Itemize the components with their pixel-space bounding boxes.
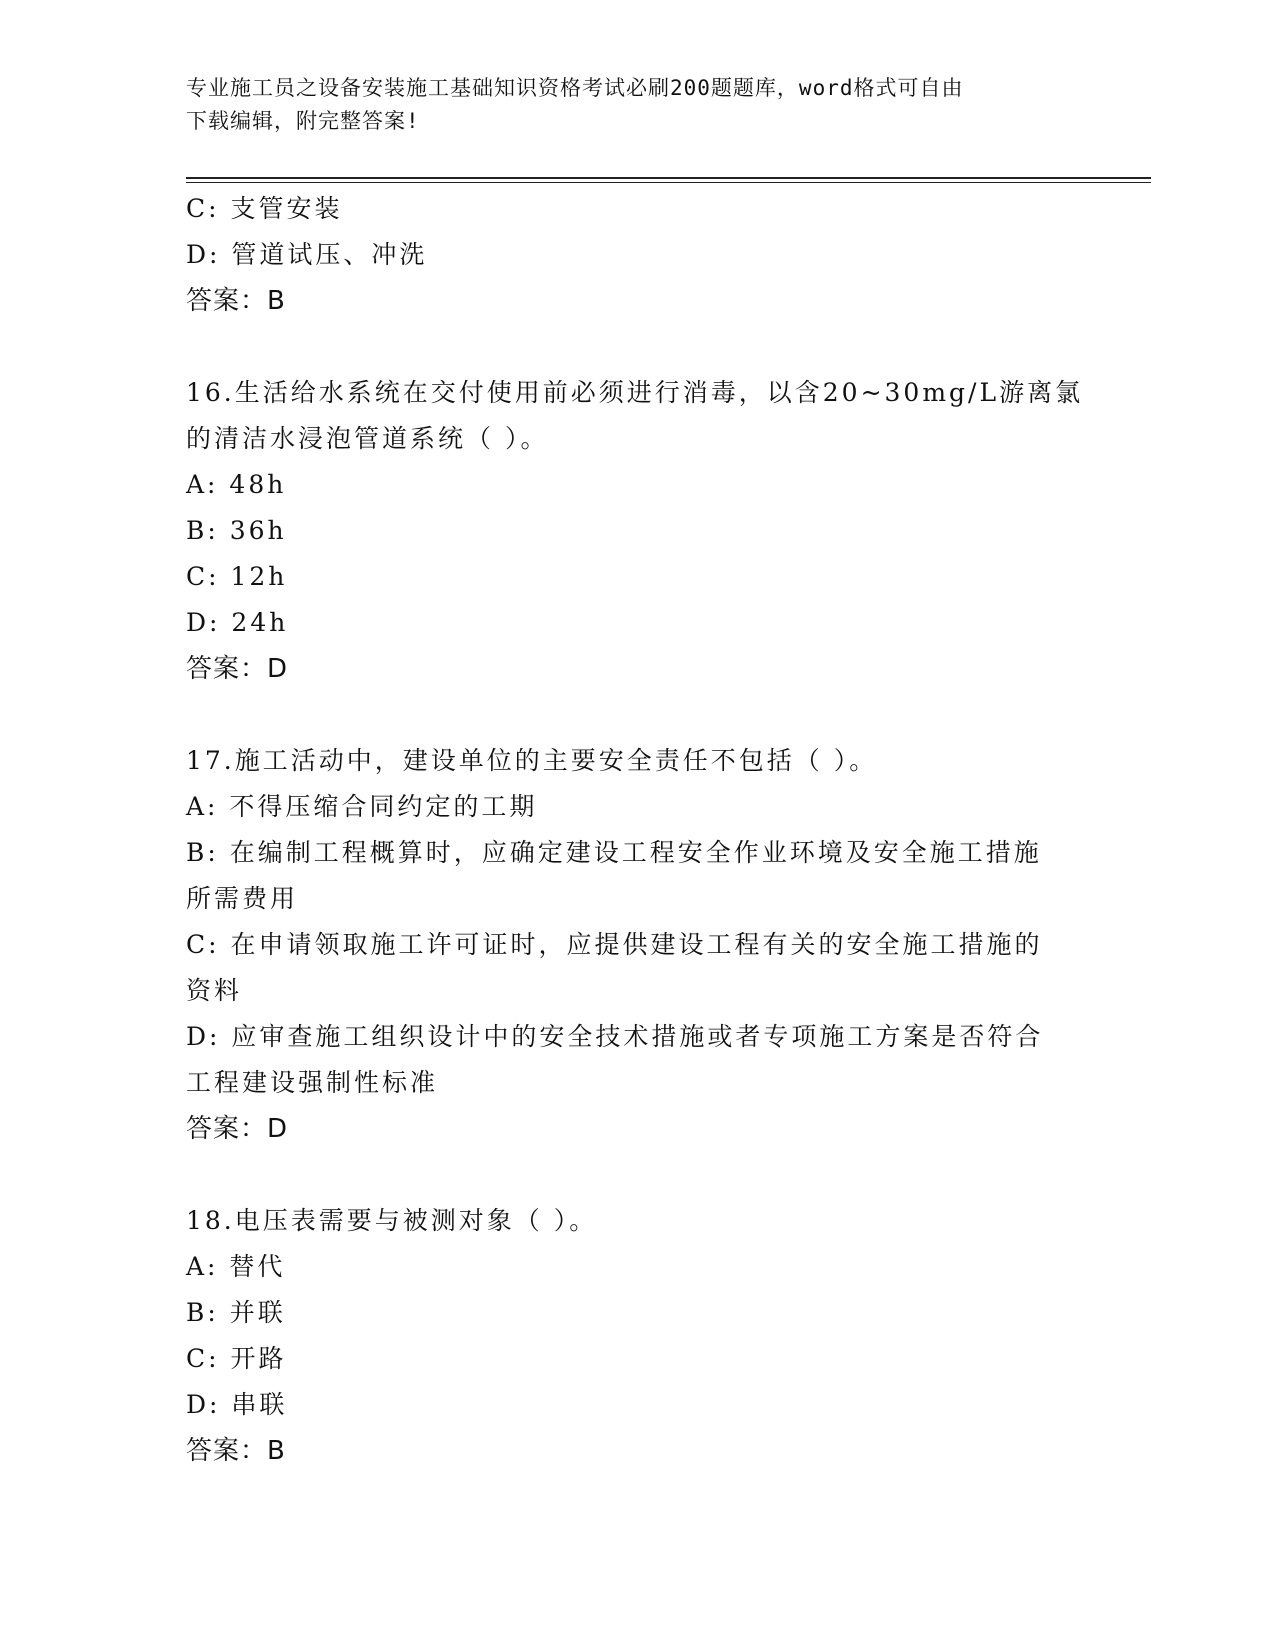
answer: 答案：B [186,286,286,316]
question-stem: 16.生活给水系统在交付使用前必须进行消毒，以含20~30mg/L游离氯 [186,378,1084,407]
answer: 答案：D [186,1114,289,1144]
option-c: C: 支管安装 [186,194,343,223]
option-a: A: 不得压缩合同约定的工期 [186,792,538,821]
question-stem: 17.施工活动中，建设单位的主要安全责任不包括（ ）。 [186,746,878,775]
header-line-1: 专业施工员之设备安装施工基础知识资格考试必刷200题题库，word格式可自由 [186,76,964,100]
spacer [186,1152,1086,1198]
answer: 答案：B [186,1436,286,1466]
option-b: B: 并联 [186,1298,286,1327]
header-rule-thin [186,182,1151,183]
answer: 答案：D [186,654,289,684]
question-17 [186,738,1086,1152]
option-d-continued: 工程建设强制性标准 [186,1068,439,1097]
header-line-2: 下载编辑，附完整答案! [186,109,420,133]
spacer [186,692,1086,738]
question-stem-continued: 的清洁水浸泡管道系统（ ）。 [186,424,549,453]
question-16 [186,370,1086,692]
option-b: B: 在编制工程概算时，应确定建设工程安全作业环境及安全施工措施 [186,838,1042,867]
previous-question-tail [186,186,1086,324]
option-b: B: 36h [186,516,287,545]
option-c-continued: 资料 [186,976,243,1005]
option-c: C: 开路 [186,1344,287,1373]
question-18 [186,1198,1086,1474]
question-stem: 18.电压表需要与被测对象（ ）。 [186,1206,598,1235]
option-c: C: 12h [186,562,288,591]
question-content [186,186,1086,1474]
document-header [186,72,1086,138]
header-rule-thick [186,177,1151,179]
option-d: D: 串联 [186,1390,288,1419]
option-d: D: 管道试压、冲洗 [186,240,428,269]
option-c: C: 在申请领取施工许可证时，应提供建设工程有关的安全施工措施的 [186,930,1043,959]
option-d: D: 应审查施工组织设计中的安全技术措施或者专项施工方案是否符合 [186,1022,1044,1051]
option-d: D: 24h [186,608,289,637]
option-a: A: 替代 [186,1252,286,1281]
option-a: A: 48h [186,470,287,499]
option-b-continued: 所需费用 [186,884,299,913]
spacer [186,324,1086,370]
